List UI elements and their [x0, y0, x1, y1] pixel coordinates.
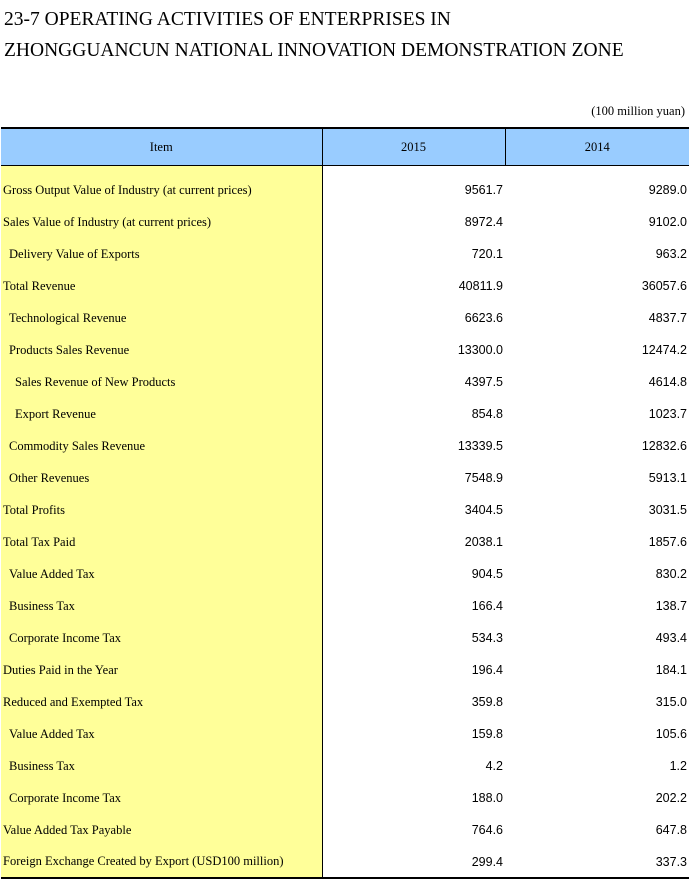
- table-row: [1, 558, 689, 590]
- value-2014: 138.7: [655, 599, 687, 613]
- row-label: Corporate Income Tax: [1, 622, 322, 654]
- table-row: [1, 166, 689, 207]
- value-2015: 4.2: [485, 759, 503, 773]
- value-2015: 196.4: [471, 663, 503, 677]
- value-2014: 647.8: [655, 823, 687, 837]
- table-row: [1, 270, 689, 302]
- value-2015: 40811.9: [458, 279, 503, 293]
- row-label: Sales Value of Industry (at current prices): [1, 206, 322, 238]
- value-2014: 36057.6: [641, 279, 687, 293]
- table-row: [1, 686, 689, 718]
- table-row: [1, 814, 689, 846]
- row-label: Total Profits: [1, 494, 322, 526]
- data-table: [1, 127, 689, 879]
- value-2014: 9102.0: [648, 215, 687, 229]
- value-2015: 9561.7: [464, 183, 503, 197]
- table-row: [1, 718, 689, 750]
- table-row: [1, 334, 689, 366]
- value-2015: 7548.9: [464, 471, 503, 485]
- row-label: Business Tax: [1, 750, 322, 782]
- page-title: [4, 4, 684, 66]
- value-2015: 904.5: [471, 567, 503, 581]
- unit-note: (100 million yuan): [591, 104, 685, 118]
- row-label: Sales Revenue of New Products: [1, 366, 322, 398]
- value-2015: 3404.5: [464, 503, 503, 517]
- row-label: Delivery Value of Exports: [1, 238, 322, 270]
- value-2015: 359.8: [471, 695, 503, 709]
- row-label: Business Tax: [1, 590, 322, 622]
- value-2015: 166.4: [471, 599, 503, 613]
- value-2015: 6623.6: [464, 311, 503, 325]
- row-label: Value Added Tax: [1, 558, 322, 590]
- value-2015: 764.6: [471, 823, 503, 837]
- value-2014: 4614.8: [648, 375, 687, 389]
- value-2014: 493.4: [655, 631, 687, 645]
- value-2014: 963.2: [655, 247, 687, 261]
- value-2015: 4397.5: [464, 375, 503, 389]
- value-2014: 4837.7: [648, 311, 687, 325]
- table-row: [1, 526, 689, 558]
- value-2014: 337.3: [505, 846, 689, 878]
- row-label: Commodity Sales Revenue: [1, 430, 322, 462]
- value-2014: 5913.1: [648, 471, 687, 485]
- value-2015: 534.3: [471, 631, 503, 645]
- row-label: Value Added Tax: [1, 718, 322, 750]
- table-row: [1, 366, 689, 398]
- value-2014: 12474.2: [641, 343, 687, 357]
- value-2014: 12832.6: [641, 439, 687, 453]
- table-row: [1, 622, 689, 654]
- value-2014: 9289.0: [648, 183, 687, 197]
- title-line-2: ZHONGGUANCUN NATIONAL INNOVATION DEMONSTRATION ZONE: [4, 40, 624, 61]
- table-row: [1, 462, 689, 494]
- value-2015: 2038.1: [464, 535, 503, 549]
- row-label: Export Revenue: [1, 398, 322, 430]
- table-row: [1, 750, 689, 782]
- row-label: Gross Output Value of Industry (at current prices): [1, 166, 322, 207]
- header-row: [1, 128, 689, 166]
- value-2015: 720.1: [471, 247, 503, 261]
- value-2014: 830.2: [655, 567, 687, 581]
- table-row: [1, 782, 689, 814]
- row-label: Reduced and Exempted Tax: [1, 686, 322, 718]
- table-row: [1, 654, 689, 686]
- table-row: [1, 238, 689, 270]
- column-header-item: Item: [1, 128, 322, 166]
- row-label: Products Sales Revenue: [1, 334, 322, 366]
- table-row: [1, 494, 689, 526]
- table-row: [1, 398, 689, 430]
- value-2015: 13300.0: [457, 343, 503, 357]
- value-2014: 1.2: [669, 759, 687, 773]
- table-row: [1, 846, 689, 878]
- row-label: Technological Revenue: [1, 302, 322, 334]
- value-2014: 1857.6: [648, 535, 687, 549]
- value-2015: 854.8: [471, 407, 503, 421]
- value-2015: 159.8: [471, 727, 503, 741]
- value-2014: 1023.7: [648, 407, 687, 421]
- table-row: [1, 430, 689, 462]
- title-line-1: 23-7 OPERATING ACTIVITIES OF ENTERPRISES IN: [4, 9, 451, 30]
- value-2014: 105.6: [655, 727, 687, 741]
- row-label: Value Added Tax Payable: [1, 814, 322, 846]
- value-2014: 184.1: [655, 663, 687, 677]
- row-label: Duties Paid in the Year: [1, 654, 322, 686]
- value-2015: 299.4: [322, 846, 505, 878]
- table-row: [1, 302, 689, 334]
- table-row: [1, 206, 689, 238]
- value-2014: 315.0: [655, 695, 687, 709]
- table-row: [1, 590, 689, 622]
- value-2015: 13339.5: [457, 439, 503, 453]
- value-2015: 8972.4: [464, 215, 503, 229]
- value-2014: 202.2: [655, 791, 687, 805]
- row-label: Total Tax Paid: [1, 526, 322, 558]
- row-label: Total Revenue: [1, 270, 322, 302]
- row-label: Foreign Exchange Created by Export (USD100 million): [1, 846, 322, 878]
- row-label: Corporate Income Tax: [1, 782, 322, 814]
- value-2015: 188.0: [471, 791, 503, 805]
- value-2014: 3031.5: [648, 503, 687, 517]
- column-header-2015: 2015: [322, 128, 505, 166]
- column-header-2014: 2014: [505, 128, 689, 166]
- row-label: Other Revenues: [1, 462, 322, 494]
